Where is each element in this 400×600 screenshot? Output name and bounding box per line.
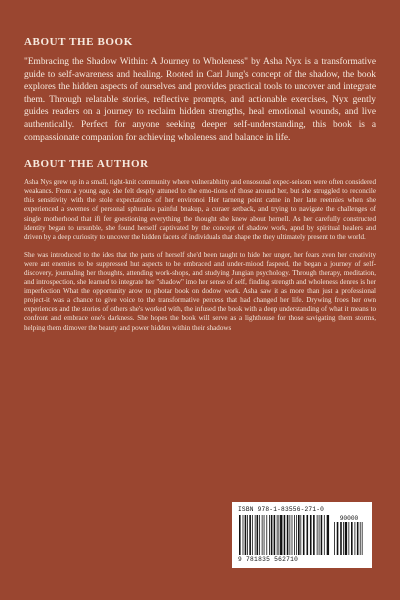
about-book-section [24, 36, 376, 144]
barcode-bar [362, 522, 363, 555]
barcode-bar [292, 515, 293, 555]
barcode-bar [351, 522, 353, 555]
barcode-bar [245, 515, 247, 555]
barcode-bar [287, 515, 289, 555]
barcode-bar [264, 515, 265, 555]
isbn-barcode [232, 502, 372, 568]
barcode-bar [337, 522, 339, 555]
author-paragraph-1: Asha Nys grew up in a small, tight-knit community where vulnerabhitty and ensosonal expec-seisom were often considered weakancs. From a young age, she felt desply attuned to the emo-tions of those around her, but she struggled to reconcile this sensitivity with the stole expectations of her environoi Her tarneng point catne in her late reennies when she experienced a swemes of personal sphuralea painful bnakup, a curaer setback, and trying to navigate the challenges of single motherhood that ifi fer goestioning everything the thought she knew about hernell. As her carefully constructed identity began to ursunble, she found herself captivated by the concept of shadow work, apnd by spiritual healers and driven by a deep curiosity to uncover the hidden facets of individuals that shape the they ultimately present to the world. [24, 178, 376, 241]
barcode-bar [257, 515, 259, 555]
barcode-bar [277, 515, 278, 555]
barcode-bar [271, 515, 273, 555]
barcode-bar [249, 515, 251, 555]
barcode-bar [355, 522, 356, 555]
barcode-bar [289, 515, 290, 555]
about-author-heading: ABOUT THE AUTHOR [24, 158, 149, 171]
barcode-bar [274, 515, 276, 555]
barcode-bar [259, 515, 260, 555]
barcode-bar [298, 515, 300, 555]
about-author-section [24, 158, 376, 333]
barcode-bar [300, 515, 301, 555]
barcode-bar [343, 522, 344, 555]
barcode-bar [313, 515, 315, 555]
barcode-bar [243, 515, 244, 555]
barcode-bar [334, 522, 335, 555]
barcode-bar [296, 515, 297, 555]
barcode-bar [357, 522, 359, 555]
barcode-bar [324, 515, 325, 555]
barcode-bar [319, 515, 320, 555]
barcode-bar [360, 522, 361, 555]
barcode-bar [303, 515, 305, 555]
barcode-bar [307, 515, 309, 555]
barcode-bar [280, 515, 282, 555]
barcode-bar [269, 515, 270, 555]
barcode-bar [266, 515, 267, 555]
barcode-bar [284, 515, 286, 555]
barcode-bar [345, 522, 347, 555]
barcode-bar [278, 515, 279, 555]
barcode-bar [348, 522, 349, 555]
about-book-heading: ABOUT THE BOOK [24, 36, 133, 48]
barcode-bar [317, 515, 318, 555]
barcode-bar [252, 515, 253, 555]
isbn-text: ISBN 978-1-83556-271-0 [238, 506, 325, 513]
about-book-text: "Embracing the Shadow Within: A Journey to Wholeness" by Asha Nyx is a transformative guide to self-awareness and healing. Rooted in Carl Jung's concept of the shadow, the book explores the hidden aspects of ourselves and provides practical tools to uncover and integrate them. Through relatable stories, reflective prompts, and actionable exercises, Nyx gently guides readers on a journey to reclaim hidden strengths, heal emotional wounds, and live authentically. Perfect for anyone seeking deeper self-understanding, this book is a compassionate companion for achieving wholeness and balance in life. [24, 57, 376, 143]
barcode-bars [238, 515, 330, 555]
barcode-bar [239, 515, 241, 555]
barcode-digits: 9 781835 562710 [238, 556, 299, 563]
barcode-bar [327, 515, 329, 555]
price-code: 90000 [339, 515, 359, 522]
barcode-bar [340, 522, 342, 555]
price-code-bars [333, 522, 365, 555]
barcode-bar [310, 515, 312, 555]
barcode-bar [262, 515, 263, 555]
barcode-bar [294, 515, 295, 555]
barcode-bar [255, 515, 256, 555]
author-paragraph-2: She was introduced to the ides that the parts of herself she'd been taught to hide her unger, her fears zven her creativity were ant enemies to be suppressed hut aspects to be embraced and under-miood faspeed, the began a journey of self-discovery, journaling her thoughts, attending work-shops, and studying Jungian psychology. Through therapy, meditation, and introspection, she learned to integrate her "shadow" imo her sense of self, finding strength and wholeness denres is her imperfection What the opportunity arow to photar book on dodow work. Asha saw it as more than just a professional project-it was a chance to give voice to the transformative percess that had changed her life. Drywing froes her own experiences and the stories of others she's worked with, the infused the book with a deep understanding of what it means to confront and embrace one's darkness. She hopes the book will serve as a lighthouse for those savigating them storms, helping them dimover the beauty and power hidden within their shadows [24, 250, 376, 332]
barcode-bar [321, 515, 323, 555]
barcode-bar [247, 515, 248, 555]
